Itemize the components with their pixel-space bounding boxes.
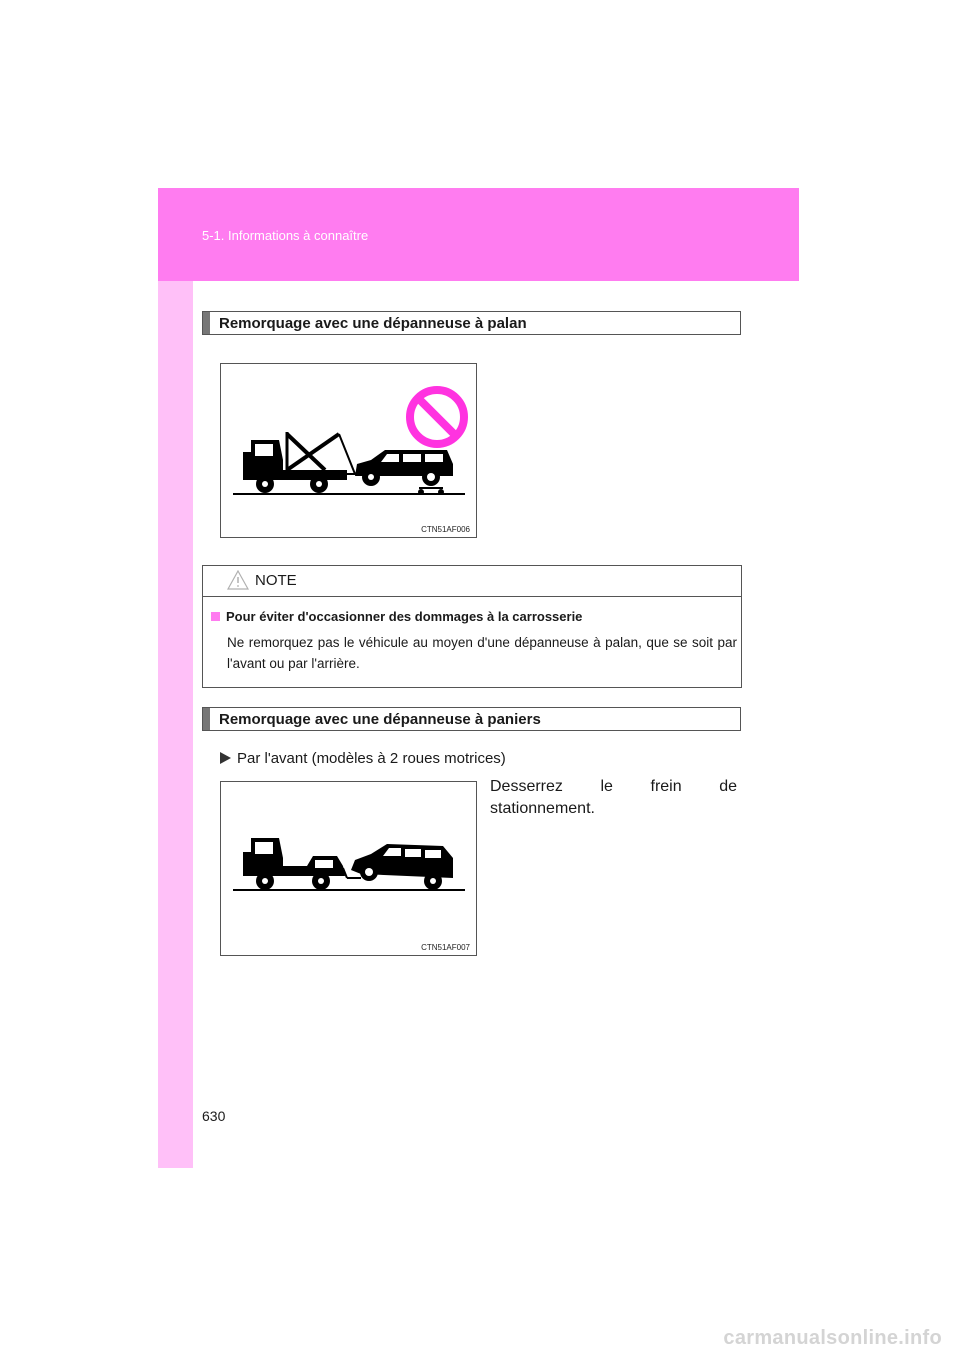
arrow-right-icon	[220, 752, 231, 764]
tow-truck-dolly-illustration	[221, 782, 476, 955]
tow-truck-lift-illustration	[221, 364, 476, 537]
prohibition-icon	[410, 390, 464, 444]
heading-marker	[203, 708, 210, 730]
page-number: 630	[202, 1108, 226, 1124]
note-header	[203, 566, 741, 597]
side-band	[158, 281, 193, 1168]
figure-paniers	[220, 781, 477, 956]
list-item-text: Par l'avant (modèles à 2 roues motrices)	[237, 750, 506, 767]
heading-marker	[203, 312, 210, 334]
instruction-line-1: Desserrez le frein de	[490, 778, 737, 795]
heading-text: Remorquage avec une dépanneuse à palan	[219, 315, 527, 332]
section-heading-paniers	[202, 707, 741, 731]
heading-text: Remorquage avec une dépanneuse à paniers	[219, 711, 541, 728]
footer-watermark[interactable]: carmanualsonline.info	[723, 1327, 942, 1349]
section-label: 5-1. Informations à connaître	[202, 228, 369, 243]
list-item	[220, 750, 506, 767]
figure-code: CTN51AF006	[421, 525, 470, 534]
figure-palan	[220, 363, 477, 538]
note-body: Ne remorquez pas le véhicule au moyen d'une dépanneuse à palan, que se soit par l'avant ou par l'arrière.	[227, 635, 737, 671]
section-heading-palan	[202, 311, 741, 335]
note-box	[202, 565, 742, 688]
note-title: NOTE	[255, 572, 297, 589]
warning-icon	[227, 570, 249, 590]
bullet-square-icon	[211, 612, 220, 621]
note-subtitle-text: Pour éviter d'occasionner des dommages à la carrosserie	[226, 609, 583, 624]
note-subtitle	[211, 609, 582, 624]
instruction-line-2: stationnement.	[490, 800, 595, 817]
figure-code: CTN51AF007	[421, 943, 470, 952]
